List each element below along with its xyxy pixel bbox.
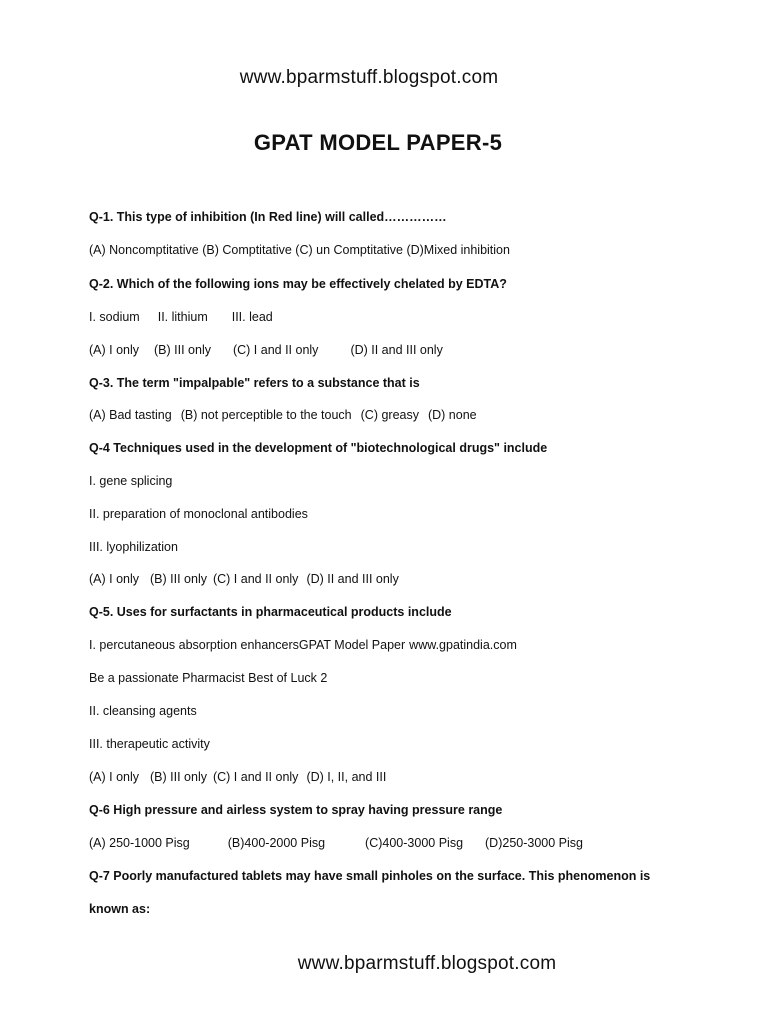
question-4-options (89, 571, 399, 587)
question-1: Q-1. This type of inhibition (In Red line) will called…………… (89, 210, 447, 224)
q6-option-c: (C)400-3000 Pisg (365, 836, 464, 850)
q5-option-a: (A) I only (89, 770, 140, 784)
q4-option-a: (A) I only (89, 572, 140, 586)
q5-option-d: (D) I, II, and III (306, 770, 387, 784)
q2-option-b: (B) III only (154, 343, 211, 357)
page-title: GPAT MODEL PAPER-5 (253, 130, 503, 155)
question-5-item-1 (89, 637, 517, 653)
q5-option-b: (B) III only (150, 770, 207, 784)
q2-item-3: III. lead (231, 310, 273, 324)
question-4-item-2: II. preparation of monoclonal antibodies (89, 507, 308, 521)
q4-option-d: (D) II and III only (306, 572, 399, 586)
q4-option-b: (B) III only (150, 572, 207, 586)
q5-option-c: (C) I and II only (212, 770, 299, 784)
q3-option-a: (A) Bad tasting (89, 408, 172, 422)
question-2: Q-2. Which of the following ions may be effectively chelated by EDTA? (89, 277, 507, 291)
footer-website-url: www.bparmstuff.blogspot.com (297, 953, 557, 974)
question-7-line-1: Q-7 Poorly manufactured tablets may have small pinholes on the surface. This phenomenon is (89, 869, 651, 883)
q3-option-b: (B) not perceptible to the touch (180, 408, 352, 422)
question-5: Q-5. Uses for surfactants in pharmaceutical products include (89, 605, 452, 619)
q2-item-2: II. lithium (157, 310, 208, 324)
question-4: Q-4 Techniques used in the development of "biotechnological drugs" include (89, 441, 548, 455)
question-6: Q-6 High pressure and airless system to spray having pressure range (89, 803, 503, 817)
question-1-options: (A) Noncomptitative (B) Comptitative (C) un Comptitative (D)Mixed inhibition (89, 243, 510, 257)
question-3-options (89, 407, 477, 423)
question-2-items (89, 309, 273, 325)
q6-option-a: (A) 250-1000 Pisg (89, 836, 190, 850)
page-note: Be a passionate Pharmacist Best of Luck 2 (89, 671, 328, 685)
question-5-item-2: II. cleansing agents (89, 704, 197, 718)
q3-option-d: (D) none (427, 408, 477, 422)
q3-option-c: (C) greasy (360, 408, 419, 422)
question-3: Q-3. The term "impalpable" refers to a substance that is (89, 376, 420, 390)
question-4-item-3: III. lyophilization (89, 540, 178, 554)
gpatindia-url: www.gpatindia.com (409, 638, 517, 652)
q6-option-b: (B)400-2000 Pisg (227, 836, 326, 850)
question-5-options (89, 769, 386, 785)
question-4-item-1: I. gene splicing (89, 474, 173, 488)
question-6-options (89, 835, 583, 851)
header-website-url: www.bparmstuff.blogspot.com (239, 67, 499, 88)
q2-option-c: (C) I and II only (232, 343, 319, 357)
q2-option-a: (A) I only (89, 343, 140, 357)
q2-item-1: I. sodium (89, 310, 140, 324)
question-2-options (89, 342, 443, 358)
q4-option-c: (C) I and II only (212, 572, 299, 586)
question-7-line-2: known as: (89, 902, 151, 916)
q2-option-d: (D) II and III only (350, 343, 443, 357)
question-5-item-3: III. therapeutic activity (89, 737, 210, 751)
q5-item-1-text: I. percutaneous absorption enhancersGPAT Model Paper (89, 638, 406, 652)
q6-option-d: (D)250-3000 Pisg (485, 836, 583, 850)
